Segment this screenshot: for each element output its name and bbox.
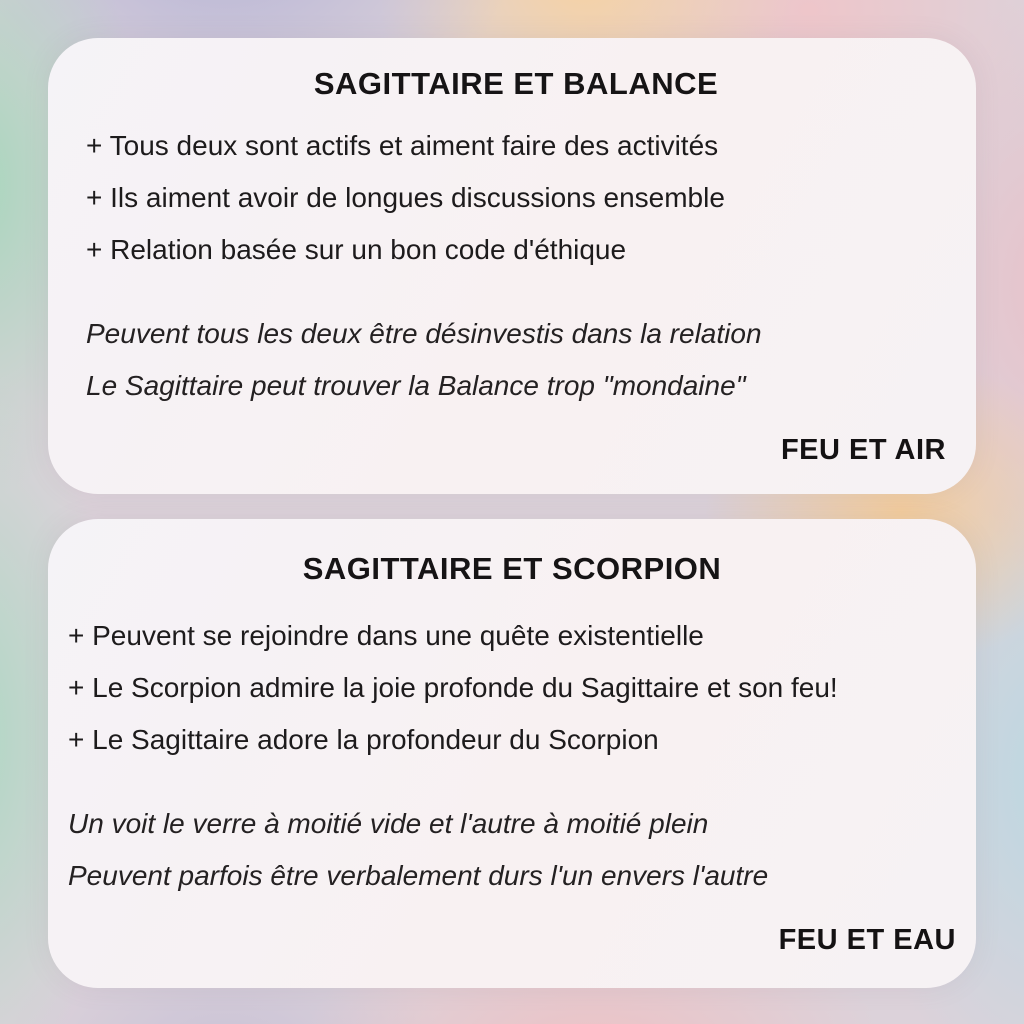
positive-item: + Le Scorpion admire la joie profonde du Sagittaire et son feu! [68,672,838,703]
positive-item: + Tous deux sont actifs et aiment faire des activités [86,130,719,161]
card-title: SAGITTAIRE ET BALANCE [313,66,719,101]
negative-item: Peuvent tous les deux être désinvestis dans la relation [86,318,762,349]
compat-card-sagittaire-scorpion [48,519,976,988]
positive-item: + Peuvent se rejoindre dans une quête existentielle [68,620,704,651]
positives-list [68,610,956,766]
positive-item: + Le Sagittaire adore la profondeur du Scorpion [68,724,659,755]
element-pairing-label: FEU ET AIR [780,434,946,466]
negative-item: Peuvent parfois être verbalement durs l'un envers l'autre [68,860,769,891]
negative-item: Le Sagittaire peut trouver la Balance trop "mondaine" [86,370,746,401]
negatives-list [68,798,956,902]
positive-item: + Ils aiment avoir de longues discussions ensemble [86,182,725,213]
positive-item: + Relation basée sur un bon code d'éthique [86,234,627,265]
positives-list [86,120,946,276]
element-pairing-label: FEU ET EAU [778,924,956,956]
negatives-list [86,308,946,412]
card-title: SAGITTAIRE ET SCORPION [302,551,722,586]
compat-card-sagittaire-balance [48,38,976,494]
negative-item: Un voit le verre à moitié vide et l'autre à moitié plein [68,808,709,839]
